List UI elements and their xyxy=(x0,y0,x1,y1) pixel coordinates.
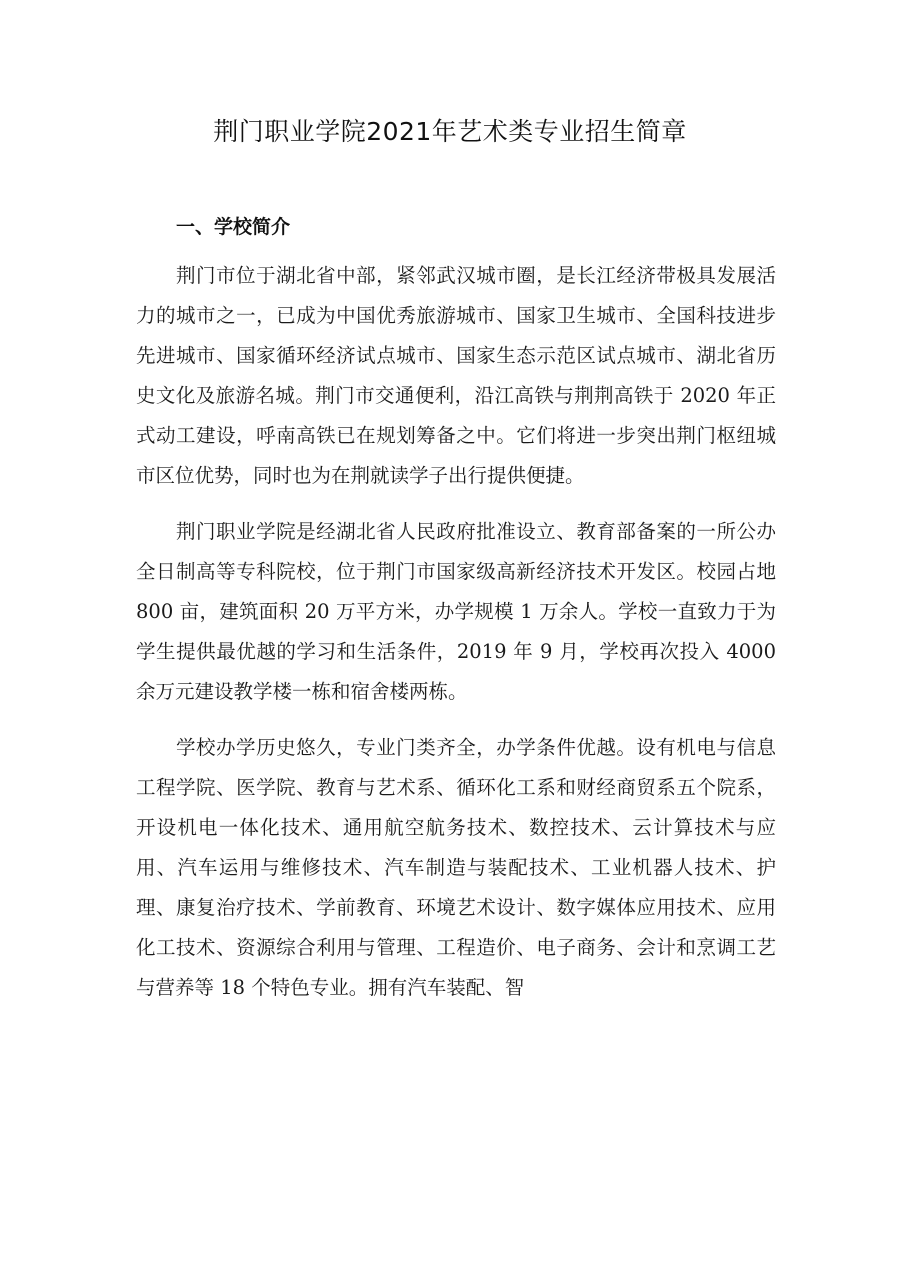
body-text xyxy=(136,256,776,1024)
paragraph-programs: 学校办学历史悠久，专业门类齐全，办学条件优越。设有机电与信息工程学院、医学院、教育与艺术系、循环化工系和财经商贸系五个院系，开设机电一体化技术、通用航空航务技术、数控技术、云计算技术与应用、汽车运用与维修技术、汽车制造与装配技术、工业机器人技术、护理、康复治疗技术、学前教育、环境艺术设计、数字媒体应用技术、应用化工技术、资源综合利用与管理、工程造价、电子商务、会计和烹调工艺与营养等 18 个特色专业。拥有汽车装配、智 xyxy=(136,736,776,999)
document-title: 荆门职业学院2021年艺术类专业招生简章 xyxy=(213,117,687,146)
paragraph-city-intro: 荆门市位于湖北省中部，紧邻武汉城市圈，是长江经济带极具发展活力的城市之一，已成为中国优秀旅游城市、国家卫生城市、全国科技进步先进城市、国家循环经济试点城市、国家生态示范区试点城市、湖北省历史文化及旅游名城。荆门市交通便利，沿江高铁与荆荆高铁于 2020 年正式动工建设，呼南高铁已在规划筹备之中。它们将进一步突出荆门枢纽城市区位优势，同时也为在荆就读学子出行提供便捷。 xyxy=(136,264,776,487)
paragraph-college-intro: 荆门职业学院是经湖北省人民政府批准设立、教育部备案的一所公办全日制高等专科院校，位于荆门市国家级高新经济技术开发区。校园占地 800 亩，建筑面积 20 万平方米，办学规模 1 万余人。学校一直致力于为学生提供最优越的学习和生活条件，2019 年 9 月，学校再次投入 4000 余万元建设教学楼一栋和宿舍楼两栋。 xyxy=(136,520,776,703)
section-heading: 一、学校简介 xyxy=(176,216,291,238)
